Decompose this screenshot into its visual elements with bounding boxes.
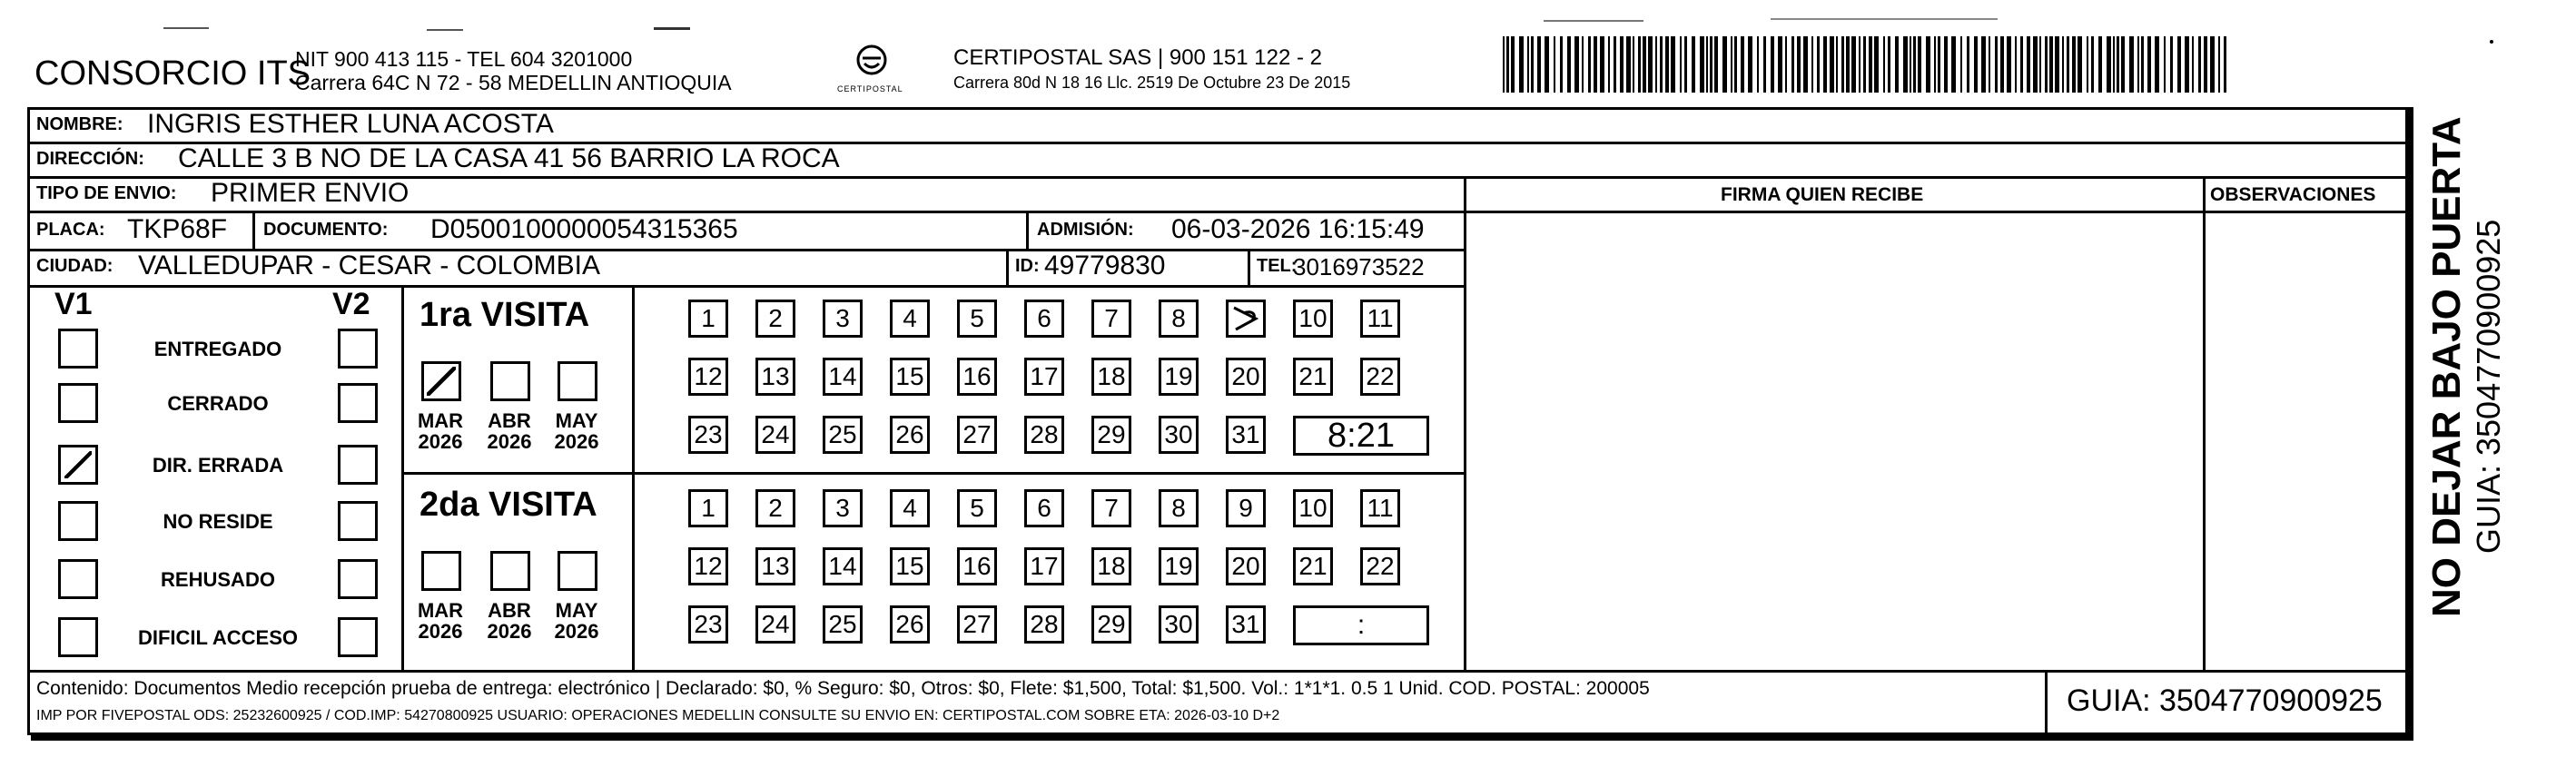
barcode-bar [1600, 36, 1604, 93]
barcode-bar [1888, 36, 1890, 93]
barcode-bar [1671, 36, 1675, 93]
barcode-bar [2147, 36, 2151, 93]
day-box[interactable]: 7 [1091, 489, 1131, 527]
shipment-type: PRIMER ENVIO [211, 178, 410, 208]
day-box[interactable]: 22 [1360, 547, 1400, 585]
barcode-bar [1545, 36, 1549, 93]
status-option-label: ENTREGADO [153, 338, 282, 360]
barcode-bar [1680, 36, 1682, 93]
day-box[interactable] [1226, 300, 1266, 338]
day-box[interactable]: 30 [1159, 416, 1199, 454]
barcode-bar [1771, 36, 1774, 93]
document-value: D0500100000054315365 [430, 214, 738, 244]
barcode-bar [2062, 36, 2064, 93]
day-box[interactable]: 21 [1293, 358, 1333, 396]
barcode-bar [1960, 36, 1962, 93]
month-label [478, 410, 541, 452]
barcode-bar [1503, 36, 1505, 93]
barcode-bar [1588, 36, 1591, 93]
barcode-bar [2078, 36, 2082, 93]
month-year: 2026 [418, 620, 463, 644]
barcode-bar [2204, 36, 2207, 93]
barcode-bar [1648, 36, 1653, 93]
tel-value: 3016973522 [1293, 253, 1425, 280]
barcode-bar [1763, 36, 1766, 93]
barcode-bar [2033, 36, 2038, 93]
barcode-bar [1594, 36, 1597, 93]
city-label: CIUDAD: [36, 256, 114, 276]
day-box[interactable]: 21 [1293, 547, 1333, 585]
status-option-label: DIFICIL ACCESO [137, 626, 298, 649]
barcode-bar [1626, 36, 1631, 93]
day-box[interactable]: 18 [1091, 547, 1131, 585]
visit-row-divider [401, 472, 1466, 475]
day-box[interactable]: 24 [755, 416, 795, 454]
month-checkbox[interactable] [490, 361, 530, 401]
cell-divider [1006, 249, 1009, 285]
month-year: 2026 [554, 620, 599, 644]
day-box[interactable]: 14 [823, 547, 863, 585]
barcode-bar [1748, 36, 1752, 93]
barcode-bar [2121, 36, 2125, 93]
barcode-bar [1910, 36, 1911, 93]
barcode-bar [1722, 36, 1727, 93]
barcode-bar [2117, 36, 2119, 93]
barcode-bar [2067, 36, 2069, 93]
barcode-bar [2000, 36, 2004, 93]
barcode-bar [1554, 36, 1555, 93]
day-box[interactable]: 23 [688, 605, 728, 644]
status-option-label: DIR. ERRADA [152, 454, 284, 477]
month-label [409, 600, 472, 642]
barcode-bar [2113, 36, 2115, 93]
city-value: VALLEDUPAR - CESAR - COLOMBIA [138, 251, 601, 280]
barcode-bar [1791, 36, 1794, 93]
day-box[interactable]: 25 [823, 416, 863, 454]
day-box[interactable]: 4 [890, 489, 930, 527]
barcode-bar [1506, 36, 1509, 93]
barcode-bar [1684, 36, 1687, 93]
scan-mark [427, 29, 463, 31]
barcode-bar [2192, 36, 2194, 93]
col-divider [1464, 176, 1466, 670]
day-box[interactable]: 2 [755, 300, 795, 338]
barcode-bar [2055, 36, 2059, 93]
plate-value: TKP68F [127, 214, 228, 244]
day-box[interactable]: 11 [1360, 300, 1400, 338]
barcode-bar [1981, 36, 1986, 93]
day-box[interactable]: 13 [755, 358, 795, 396]
day-box[interactable]: 29 [1091, 416, 1131, 454]
status-divider [401, 285, 404, 670]
barcode-bar [1560, 36, 1563, 93]
barcode [1503, 36, 2229, 94]
v1-checkbox[interactable] [58, 329, 98, 369]
barcode-bar [1692, 36, 1695, 93]
barcode-bar [1974, 36, 1978, 93]
barcode-bar [1817, 36, 1820, 93]
v1-checkbox[interactable] [58, 617, 98, 657]
day-box[interactable]: 15 [890, 358, 930, 396]
day-box[interactable]: 1 [688, 489, 728, 527]
day-box[interactable]: 29 [1091, 605, 1131, 644]
barcode-bar [2141, 36, 2144, 93]
day-box[interactable]: 31 [1226, 605, 1266, 644]
day-box[interactable]: 9 [1226, 489, 1266, 527]
side-guia: GUIA: 3504770900925 [2470, 219, 2507, 554]
barcode-bar [2087, 36, 2088, 93]
barcode-bar [1918, 36, 1921, 93]
day-box[interactable]: 25 [823, 605, 863, 644]
barcode-bar [1665, 36, 1669, 93]
day-box[interactable]: 6 [1024, 489, 1064, 527]
barcode-bar [1700, 36, 1704, 93]
month-label [409, 410, 472, 452]
barcode-bar [1714, 36, 1718, 93]
v1-checkbox[interactable] [58, 445, 98, 485]
day-box[interactable]: 27 [957, 605, 997, 644]
v1-checkbox[interactable] [58, 559, 98, 599]
visit-divider [632, 285, 635, 670]
barcode-bar [1633, 36, 1634, 93]
v2-header: V2 [332, 287, 370, 321]
recipient-address: CALLE 3 B NO DE LA CASA 41 56 BARRIO LA ROCA [178, 143, 840, 173]
barcode-bar [1614, 36, 1616, 93]
status-option-label: NO RESIDE [163, 510, 273, 533]
col-divider [2203, 176, 2206, 670]
scan-dot [2490, 40, 2493, 44]
barcode-bar [1574, 36, 1579, 93]
barcode-bar [1989, 36, 1990, 93]
barcode-bar [2210, 36, 2215, 93]
v2-checkbox[interactable] [338, 445, 378, 485]
day-box[interactable]: 6 [1024, 300, 1064, 338]
barcode-bar [2039, 36, 2041, 93]
day-box[interactable]: 20 [1226, 547, 1266, 585]
month-year: 2026 [418, 430, 463, 454]
barcode-bar [2129, 36, 2134, 93]
barcode-bar [1537, 36, 1541, 93]
time-field[interactable]: : [1293, 605, 1429, 645]
day-box[interactable]: 7 [1091, 300, 1131, 338]
barcode-bar [1830, 36, 1834, 93]
v2-checkbox[interactable] [338, 329, 378, 369]
v1-checkbox[interactable] [58, 383, 98, 423]
barcode-bar [1582, 36, 1584, 93]
barcode-bar [1951, 36, 1956, 93]
tel-label: TEL: [1257, 256, 1298, 276]
barcode-bar [1655, 36, 1657, 93]
barcode-bar [1851, 36, 1856, 93]
day-box[interactable]: 26 [890, 416, 930, 454]
observations-header: OBSERVACIONES [2210, 184, 2376, 205]
barcode-bar [2020, 36, 2023, 93]
footer-divider [2045, 670, 2048, 735]
barcode-bar [2072, 36, 2076, 93]
barcode-bar [1995, 36, 1998, 93]
scan-mark [654, 27, 690, 30]
name-label: NOMBRE: [36, 114, 123, 134]
barcode-bar [1643, 36, 1646, 93]
barcode-bar [1883, 36, 1885, 93]
row-divider [1466, 211, 2408, 213]
barcode-bar [2027, 36, 2030, 93]
day-box[interactable]: 11 [1360, 489, 1400, 527]
barcode-bar [1567, 36, 1571, 93]
barcode-bar [2091, 36, 2094, 93]
day-box[interactable]: 20 [1226, 358, 1266, 396]
barcode-bar [1846, 36, 1850, 93]
month-label [545, 600, 608, 642]
day-box[interactable]: 3 [823, 300, 863, 338]
day-box[interactable]: 4 [890, 300, 930, 338]
barcode-bar [2049, 36, 2053, 93]
month-checkbox[interactable] [558, 361, 597, 401]
barcode-bar [1859, 36, 1860, 93]
company-nit-tel: NIT 900 413 115 - TEL 604 3201000 [295, 47, 633, 71]
day-box[interactable]: 18 [1091, 358, 1131, 396]
status-option-label: CERRADO [167, 392, 269, 415]
day-box[interactable]: 5 [957, 300, 997, 338]
barcode-bar [2015, 36, 2017, 93]
admission-label: ADMISIÓN: [1037, 220, 1134, 240]
day-box[interactable]: 12 [688, 358, 728, 396]
month-year: 2026 [487, 620, 532, 644]
plate-label: PLACA: [36, 220, 105, 240]
day-box[interactable]: 31 [1226, 416, 1266, 454]
logo-caption: CERTIPOSTAL [837, 84, 903, 93]
time-field[interactable]: 8:21 [1293, 416, 1429, 456]
v1-header: V1 [54, 287, 93, 321]
footer-printing: IMP POR FIVEPOSTAL ODS: 25232600925 / COD.IMP: 54270800925 USUARIO: OPERACIONES MEDELLIN CONSULTE SU ENVIO EN: CERTIPOSTAL.COM SOBRE ETA: 2026-03-10 D+2 [36, 708, 1280, 723]
id-value: 49779830 [1044, 251, 1166, 280]
day-box[interactable]: 15 [890, 547, 930, 585]
barcode-bar [1803, 36, 1808, 93]
month-name: MAY [555, 599, 598, 622]
carrier-name: CERTIPOSTAL SAS | 900 151 122 - 2 [953, 45, 1322, 70]
barcode-bar [2107, 36, 2111, 93]
barcode-bar [1895, 36, 1899, 93]
barcode-bar [2098, 36, 2102, 93]
day-box[interactable]: 8 [1159, 489, 1199, 527]
month-name: MAR [417, 599, 464, 622]
barcode-bar [1527, 36, 1529, 93]
scan-mark [163, 27, 209, 29]
barcode-bar [1811, 36, 1813, 93]
month-year: 2026 [554, 430, 599, 454]
barcode-bar [1531, 36, 1534, 93]
cell-divider [252, 211, 255, 249]
month-checkbox[interactable] [558, 551, 597, 591]
day-box[interactable]: 16 [957, 547, 997, 585]
barcode-bar [1863, 36, 1866, 93]
day-box[interactable]: 23 [688, 416, 728, 454]
day-box[interactable]: 28 [1024, 605, 1064, 644]
month-checkbox[interactable] [421, 551, 461, 591]
barcode-bar [1608, 36, 1610, 93]
barcode-bar [1620, 36, 1624, 93]
admission-value: 06-03-2026 16:15:49 [1171, 214, 1425, 244]
barcode-bar [1710, 36, 1712, 93]
recipient-name: INGRIS ESTHER LUNA ACOSTA [147, 109, 554, 139]
document-label: DOCUMENTO: [263, 220, 389, 240]
v2-checkbox[interactable] [338, 501, 378, 541]
barcode-bar [1934, 36, 1936, 93]
barcode-bar [1841, 36, 1844, 93]
day-box[interactable]: 12 [688, 547, 728, 585]
barcode-bar [1757, 36, 1759, 93]
barcode-bar [1785, 36, 1787, 93]
scan-mark [1771, 18, 1998, 20]
month-name: ABR [488, 599, 531, 622]
row-divider [27, 211, 1466, 213]
day-box[interactable]: 3 [823, 489, 863, 527]
month-checkbox[interactable] [421, 361, 461, 401]
day-box[interactable]: 27 [957, 416, 997, 454]
footer-guia: GUIA: 3504770900925 [2067, 683, 2383, 718]
no-dejar-warning: NO DEJAR BAJO PUERTA [2424, 116, 2469, 617]
barcode-bar [2198, 36, 2201, 93]
barcode-bar [1511, 36, 1515, 93]
barcode-bar [1731, 36, 1732, 93]
v2-checkbox[interactable] [338, 559, 378, 599]
barcode-bar [1706, 36, 1708, 93]
barcode-bar [1734, 36, 1737, 93]
status-option-label: REHUSADO [161, 568, 275, 591]
month-name: ABR [488, 409, 531, 432]
month-name: MAR [417, 409, 464, 432]
barcode-bar [1869, 36, 1872, 93]
barcode-bar [1967, 36, 1969, 93]
scan-mark [1544, 20, 1643, 22]
barcode-bar [1874, 36, 1879, 93]
barcode-bar [1638, 36, 1641, 93]
day-box[interactable]: 17 [1024, 358, 1064, 396]
day-box[interactable]: 2 [755, 489, 795, 527]
barcode-bar [2155, 36, 2159, 93]
month-year: 2026 [487, 430, 532, 454]
month-label [478, 600, 541, 642]
barcode-bar [2170, 36, 2173, 93]
day-box[interactable]: 17 [1024, 547, 1064, 585]
day-box[interactable]: 22 [1360, 358, 1400, 396]
day-box[interactable]: 28 [1024, 416, 1064, 454]
day-box[interactable]: 19 [1159, 358, 1199, 396]
cell-divider [1026, 211, 1029, 249]
barcode-bar [1519, 36, 1524, 93]
barcode-bar [1823, 36, 1827, 93]
v1-checkbox[interactable] [58, 501, 98, 541]
signature-header: FIRMA QUIEN RECIBE [1721, 184, 1924, 205]
month-label [545, 410, 608, 452]
type-label: TIPO DE ENVIO: [36, 183, 177, 203]
barcode-bar [1926, 36, 1930, 93]
cell-divider [1248, 249, 1250, 285]
visit-1-title: 1ra VISITA [419, 296, 590, 334]
barcode-bar [2185, 36, 2189, 93]
barcode-bar [1836, 36, 1838, 93]
month-checkbox[interactable] [490, 551, 530, 591]
day-box[interactable]: 26 [890, 605, 930, 644]
frame-shadow [31, 735, 2413, 741]
day-box[interactable]: 10 [1293, 300, 1333, 338]
day-box[interactable]: 16 [957, 358, 997, 396]
barcode-bar [2224, 36, 2226, 93]
month-name: MAY [555, 409, 598, 432]
row-divider [27, 670, 2408, 673]
day-box[interactable]: 30 [1159, 605, 1199, 644]
day-box[interactable]: 10 [1293, 489, 1333, 527]
barcode-bar [2007, 36, 2011, 93]
barcode-bar [2177, 36, 2181, 93]
barcode-bar [1944, 36, 1948, 93]
row-divider [27, 285, 1466, 288]
barcode-bar [1778, 36, 1782, 93]
barcode-bar [1741, 36, 1744, 93]
day-box[interactable]: 8 [1159, 300, 1199, 338]
day-box[interactable]: 19 [1159, 547, 1199, 585]
day-box[interactable]: 5 [957, 489, 997, 527]
company-address: Carrera 64C N 72 - 58 MEDELLIN ANTIOQUIA [295, 71, 732, 94]
day-box[interactable]: 24 [755, 605, 795, 644]
company-name: CONSORCIO ITS [35, 54, 311, 93]
barcode-bar [1797, 36, 1801, 93]
barcode-bar [1938, 36, 1940, 93]
barcode-bar [2045, 36, 2048, 93]
barcode-bar [2137, 36, 2139, 93]
day-box[interactable]: 14 [823, 358, 863, 396]
barcode-bar [1660, 36, 1663, 93]
footer-content: Contenido: Documentos Medio recepción prueba de entrega: electrónico | Declarado: $0, % Seguro: $0, Otros: $0, Flete: $1,500, Total: $1,500. Vol.: 1*1*1. 0.5 1 Unid. COD. POSTAL: 200005 [36, 678, 1650, 699]
id-label: ID: [1015, 256, 1040, 276]
day-mark-icon [1229, 302, 1263, 335]
address-label: DIRECCIÓN: [36, 149, 144, 169]
visit-2-title: 2da VISITA [419, 486, 597, 524]
day-box[interactable]: 1 [688, 300, 728, 338]
frame-shadow [2408, 107, 2413, 739]
carrier-address: Carrera 80d N 18 16 Llc. 2519 De Octubre 23 De 2015 [953, 74, 1351, 92]
v2-checkbox[interactable] [338, 383, 378, 423]
barcode-bar [2164, 36, 2166, 93]
v2-checkbox[interactable] [338, 617, 378, 657]
barcode-bar [1903, 36, 1908, 93]
day-box[interactable]: 13 [755, 547, 795, 585]
barcode-bar [2218, 36, 2220, 93]
barcode-bar [1913, 36, 1916, 93]
